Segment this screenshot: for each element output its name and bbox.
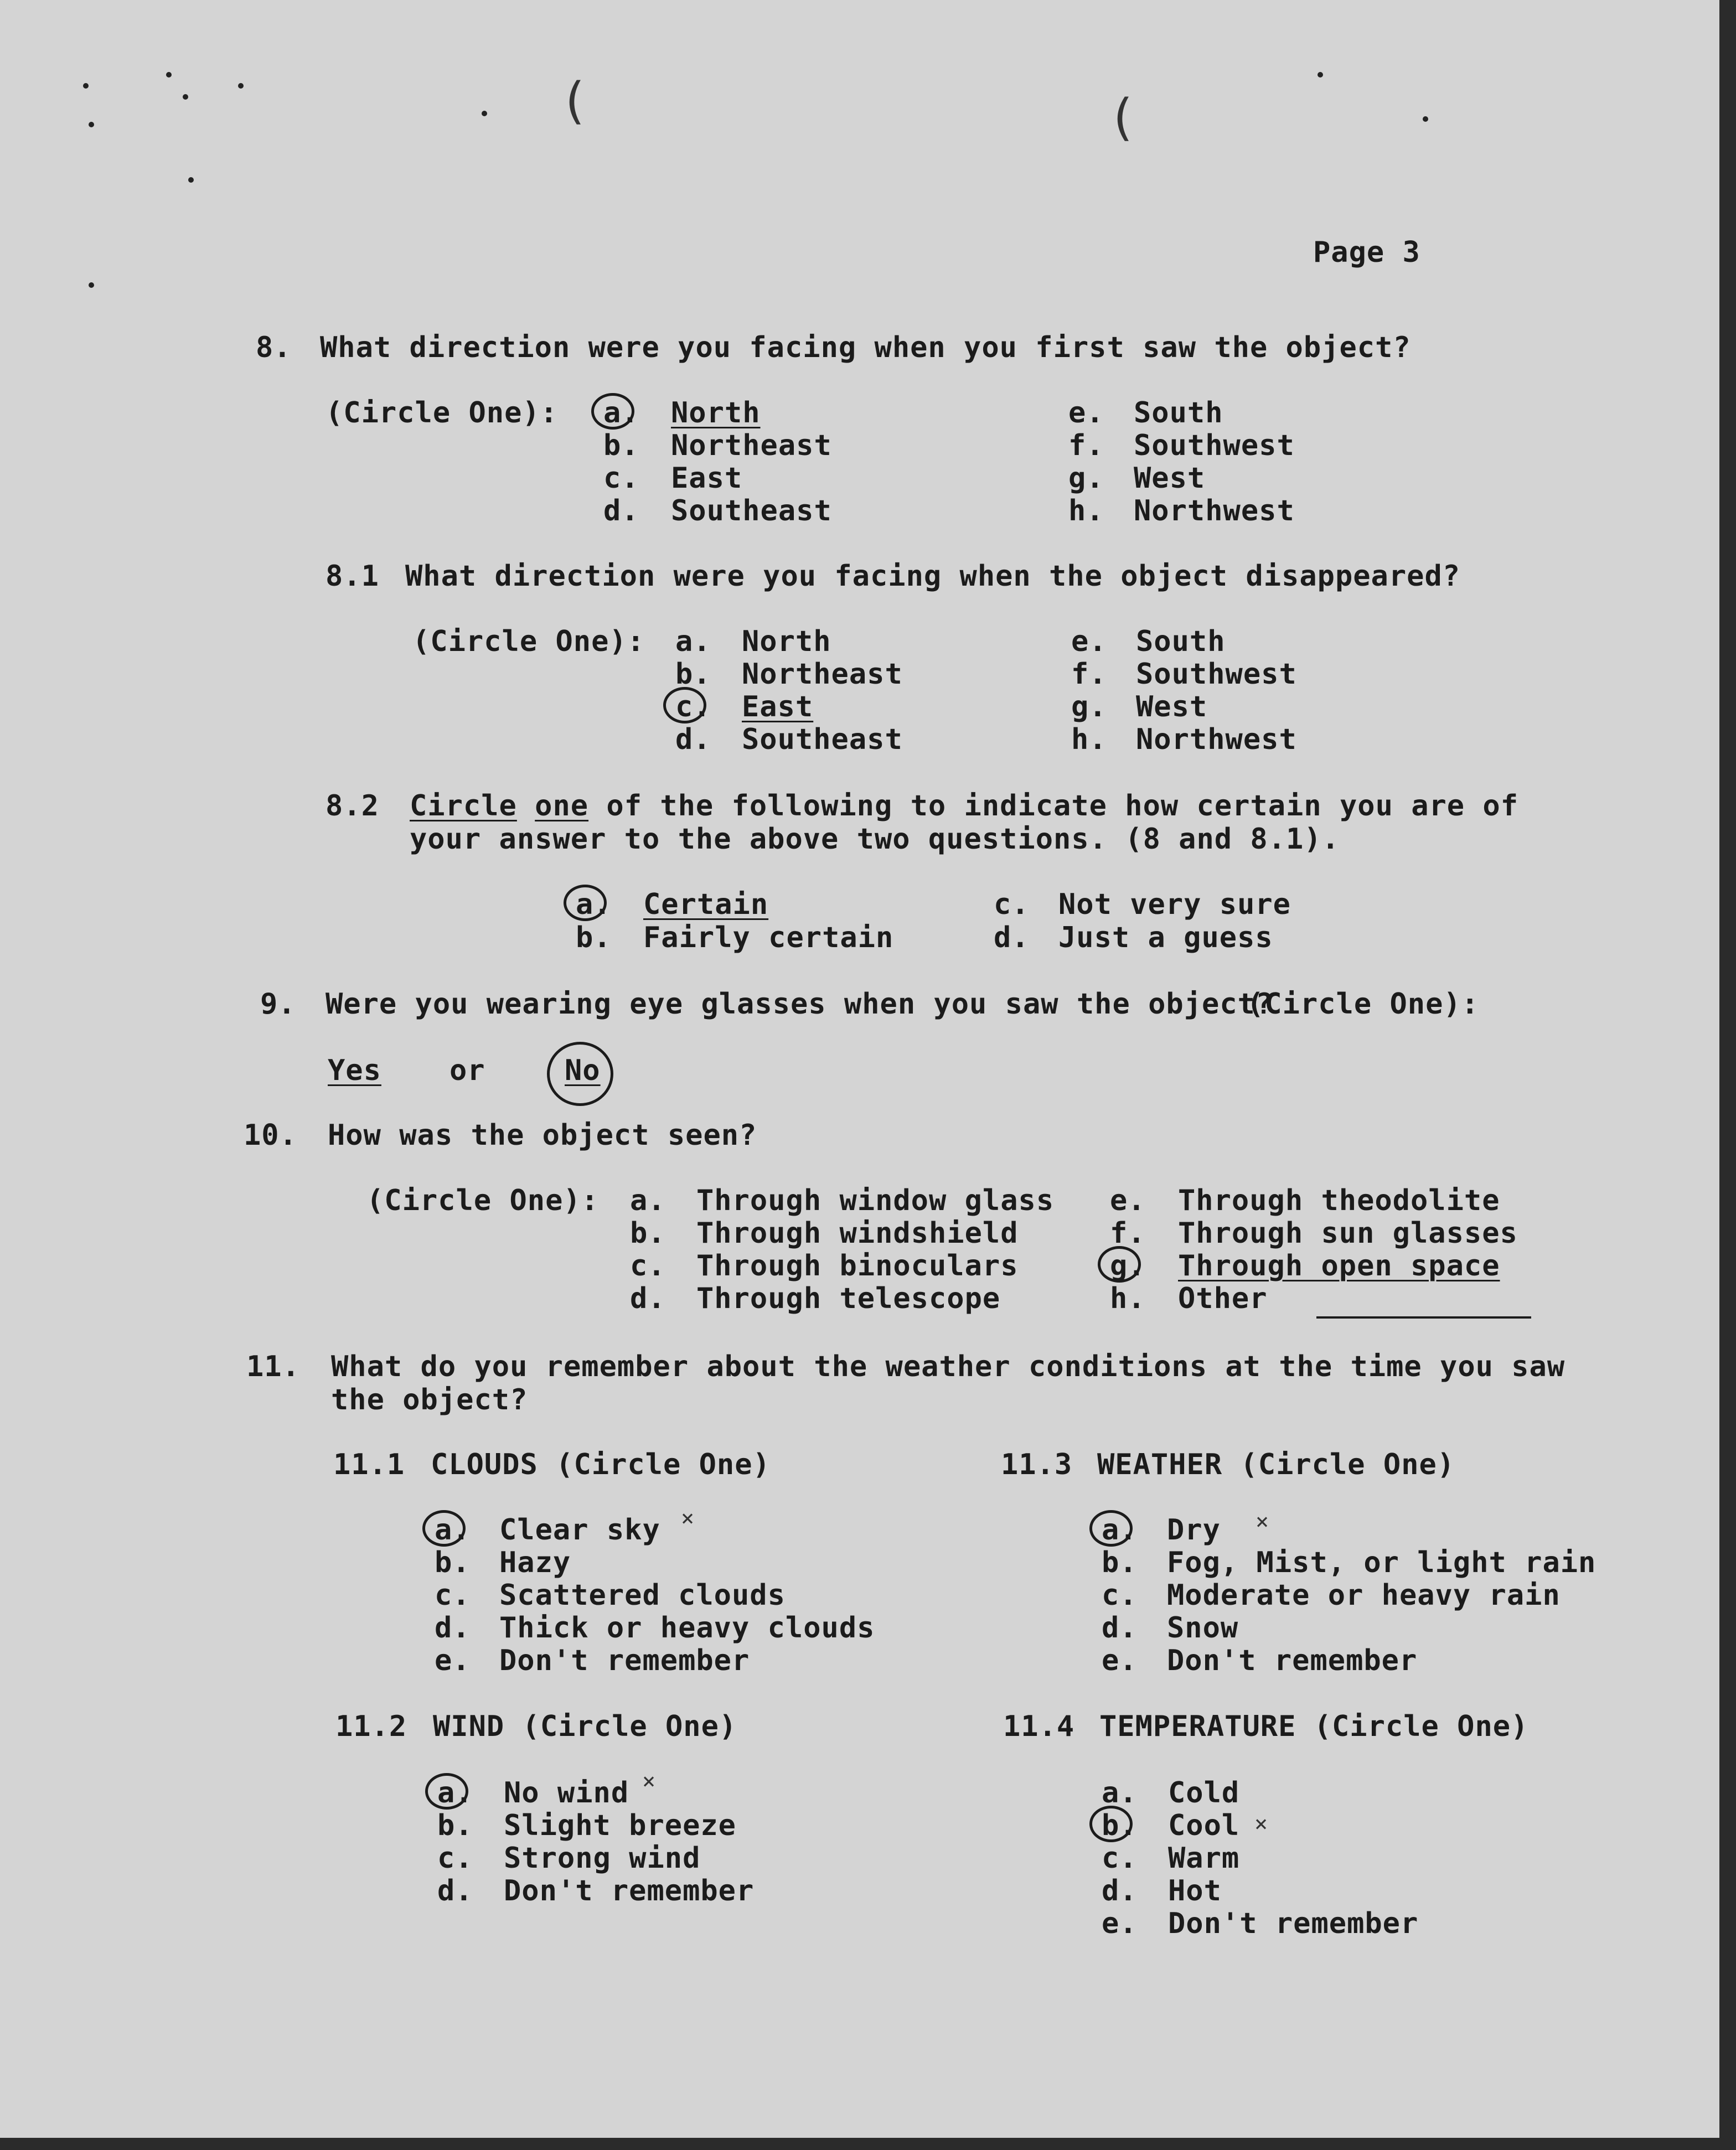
scan-mark-left: (	[559, 72, 590, 130]
option-letter: e.	[1102, 1907, 1138, 1940]
option-letter: f.	[1071, 658, 1107, 691]
speck	[89, 122, 94, 127]
option-letter: a.	[437, 1776, 473, 1810]
option-text: Don't remember	[504, 1874, 755, 1908]
answer-circle	[422, 1510, 466, 1547]
option-text: West	[1134, 462, 1206, 495]
speck	[183, 94, 188, 100]
speck	[1423, 116, 1428, 122]
option-text: Certain	[643, 888, 769, 921]
option-text: South	[1134, 396, 1223, 430]
q11-question-line-2: the object?	[331, 1383, 528, 1417]
q10-number: 10.	[244, 1119, 297, 1152]
option-letter: c.	[675, 690, 711, 723]
option-letter: e.	[435, 1644, 471, 1677]
option-text: Clear sky	[499, 1513, 660, 1547]
option-text: Warm	[1168, 1842, 1240, 1875]
option-letter: c.	[437, 1842, 473, 1875]
temperature-title: TEMPERATURE (Circle One)	[1099, 1710, 1529, 1743]
q11-number: 11.	[246, 1350, 300, 1383]
option-text: Just a guess	[1058, 921, 1273, 954]
option-text: Southwest	[1136, 658, 1297, 691]
option-letter: h.	[1071, 723, 1107, 756]
option-text: East	[742, 690, 814, 723]
option-text: Fairly certain	[643, 921, 894, 954]
option-letter: d.	[630, 1282, 666, 1315]
option-letter: b.	[1102, 1809, 1138, 1842]
q8-number: 8.	[256, 331, 292, 364]
option-text: Through theodolite	[1178, 1184, 1500, 1217]
option-letter: d.	[1102, 1611, 1138, 1645]
option-letter: d.	[437, 1874, 473, 1908]
option-letter: a.	[630, 1184, 666, 1217]
option-letter: a.	[603, 396, 639, 430]
speck	[482, 111, 487, 116]
option-text: Northwest	[1136, 723, 1297, 756]
option-letter: d.	[994, 921, 1030, 954]
option-text: Slight breeze	[504, 1809, 736, 1842]
option-letter: d.	[603, 494, 639, 528]
option-text: Snow	[1167, 1611, 1239, 1645]
option-text: Don't remember	[499, 1644, 750, 1677]
option-text: Through window glass	[696, 1184, 1055, 1217]
q9-question: Were you wearing eye glasses when you saw the object?	[326, 988, 1274, 1021]
q11-question-line-1: What do you remember about the weather conditions at the time you saw	[331, 1350, 1566, 1383]
option-letter: d.	[675, 723, 711, 756]
option-letter: b.	[576, 921, 612, 954]
option-text: Southeast	[671, 494, 832, 528]
page-number: Page 3	[1313, 236, 1420, 269]
q8-2-question-rest: of the following to indicate how certain you are of	[606, 789, 1519, 823]
q9-answer-circle	[547, 1042, 613, 1106]
option-text: Don't remember	[1168, 1907, 1419, 1940]
option-letter: a.	[1102, 1513, 1138, 1547]
option-letter: a.	[435, 1513, 471, 1547]
answer-circle	[564, 885, 607, 921]
option-text: No wind	[504, 1776, 629, 1810]
option-text: Through binoculars	[696, 1249, 1019, 1283]
option-text: Hazy	[499, 1546, 571, 1579]
option-letter: d.	[435, 1611, 471, 1645]
speck	[188, 177, 194, 183]
option-letter: b.	[675, 658, 711, 691]
option-letter: a.	[576, 888, 612, 921]
option-text: Northeast	[671, 429, 832, 462]
option-text: Northeast	[742, 658, 903, 691]
option-letter: g.	[1068, 462, 1104, 495]
answer-circle	[1089, 1510, 1133, 1547]
circle-word: Circle	[410, 789, 517, 823]
answer-circle	[1089, 1806, 1133, 1842]
option-letter: h.	[1110, 1282, 1146, 1315]
option-text: Not very sure	[1058, 888, 1291, 921]
option-letter: e.	[1102, 1644, 1138, 1677]
option-letter: c.	[435, 1579, 471, 1612]
check-mark: ×	[1254, 1811, 1269, 1837]
option-letter: c.	[1102, 1842, 1138, 1875]
option-text: Through open space	[1178, 1249, 1500, 1283]
option-text: East	[671, 462, 743, 495]
option-text: North	[671, 396, 761, 430]
option-letter: a.	[1102, 1776, 1138, 1810]
option-text: North	[742, 625, 831, 658]
option-text: Moderate or heavy rain	[1167, 1579, 1561, 1612]
q8-question: What direction were you facing when you first saw the object?	[320, 331, 1411, 364]
option-text: South	[1136, 625, 1226, 658]
q9-or: or	[450, 1054, 485, 1087]
q9-number: 9.	[260, 988, 296, 1021]
answer-circle	[1098, 1246, 1141, 1283]
q10-instruction: (Circle One):	[366, 1184, 599, 1217]
option-letter: c.	[603, 462, 639, 495]
option-text: Scattered clouds	[499, 1579, 786, 1612]
option-text: Thick or heavy clouds	[499, 1611, 875, 1645]
q8-2-number: 8.2	[326, 789, 379, 823]
option-text: Through windshield	[696, 1217, 1019, 1250]
q8-instruction: (Circle One):	[326, 396, 558, 430]
option-letter: h.	[1068, 494, 1104, 528]
option-text: Southwest	[1134, 429, 1295, 462]
option-text: Other	[1178, 1282, 1268, 1315]
check-mark: ×	[681, 1506, 695, 1531]
option-letter: e.	[1110, 1184, 1146, 1217]
q9-no: No	[565, 1054, 601, 1087]
weather-number: 11.3	[1001, 1448, 1073, 1481]
option-letter: g.	[1071, 690, 1107, 723]
one-word: one	[535, 789, 589, 823]
wind-title: WIND (Circle One)	[433, 1710, 737, 1743]
option-letter: b.	[603, 429, 639, 462]
other-blank-line	[1316, 1316, 1531, 1319]
q9-yes: Yes	[328, 1054, 381, 1087]
q9-instruction: (Circle One):	[1247, 988, 1479, 1021]
option-letter: b.	[437, 1809, 473, 1842]
temperature-number: 11.4	[1003, 1710, 1075, 1743]
option-letter: a.	[675, 625, 711, 658]
q8-1-question: What direction were you facing when the object disappeared?	[405, 560, 1461, 593]
q8-2-line-2: your answer to the above two questions. (8 and 8.1).	[410, 823, 1340, 856]
option-text: Dry	[1167, 1513, 1221, 1547]
weather-title: WEATHER (Circle One)	[1097, 1448, 1455, 1481]
option-letter: c.	[1102, 1579, 1138, 1612]
speck	[83, 83, 89, 89]
option-letter: b.	[630, 1217, 666, 1250]
option-letter: d.	[1102, 1874, 1138, 1908]
option-letter: f.	[1110, 1217, 1146, 1250]
q8-1-number: 8.1	[326, 560, 379, 593]
q10-question: How was the object seen?	[328, 1119, 757, 1152]
option-text: Strong wind	[504, 1842, 701, 1875]
speck	[166, 72, 172, 77]
check-mark: ×	[642, 1769, 657, 1794]
option-letter: c.	[630, 1249, 666, 1283]
option-letter: g.	[1110, 1249, 1146, 1283]
option-letter: f.	[1068, 429, 1104, 462]
option-text: Don't remember	[1167, 1644, 1418, 1677]
option-text: Southeast	[742, 723, 903, 756]
clouds-title: CLOUDS (Circle One)	[431, 1448, 771, 1481]
option-letter: e.	[1071, 625, 1107, 658]
option-text: Cool	[1168, 1809, 1240, 1842]
option-text: Through telescope	[696, 1282, 1001, 1315]
answer-circle	[591, 393, 634, 430]
option-text: Fog, Mist, or light rain	[1167, 1546, 1596, 1579]
option-text: Northwest	[1134, 494, 1295, 528]
option-text: Through sun glasses	[1178, 1217, 1518, 1250]
option-letter: c.	[994, 888, 1030, 921]
answer-circle	[663, 687, 706, 723]
clouds-number: 11.1	[333, 1448, 405, 1481]
option-letter: b.	[1102, 1546, 1138, 1579]
q8-2-line-1	[410, 789, 1519, 823]
scan-mark-right: (	[1107, 89, 1138, 147]
option-text: Hot	[1168, 1874, 1222, 1908]
check-mark: ×	[1256, 1509, 1270, 1534]
speck	[238, 83, 244, 89]
option-text: Cold	[1168, 1776, 1240, 1810]
answer-circle	[425, 1773, 468, 1810]
wind-number: 11.2	[335, 1710, 407, 1743]
option-text: West	[1136, 690, 1208, 723]
q8-1-instruction: (Circle One):	[412, 625, 645, 658]
option-letter: b.	[435, 1546, 471, 1579]
speck	[1318, 72, 1323, 77]
speck	[89, 282, 94, 288]
option-letter: e.	[1068, 396, 1104, 430]
